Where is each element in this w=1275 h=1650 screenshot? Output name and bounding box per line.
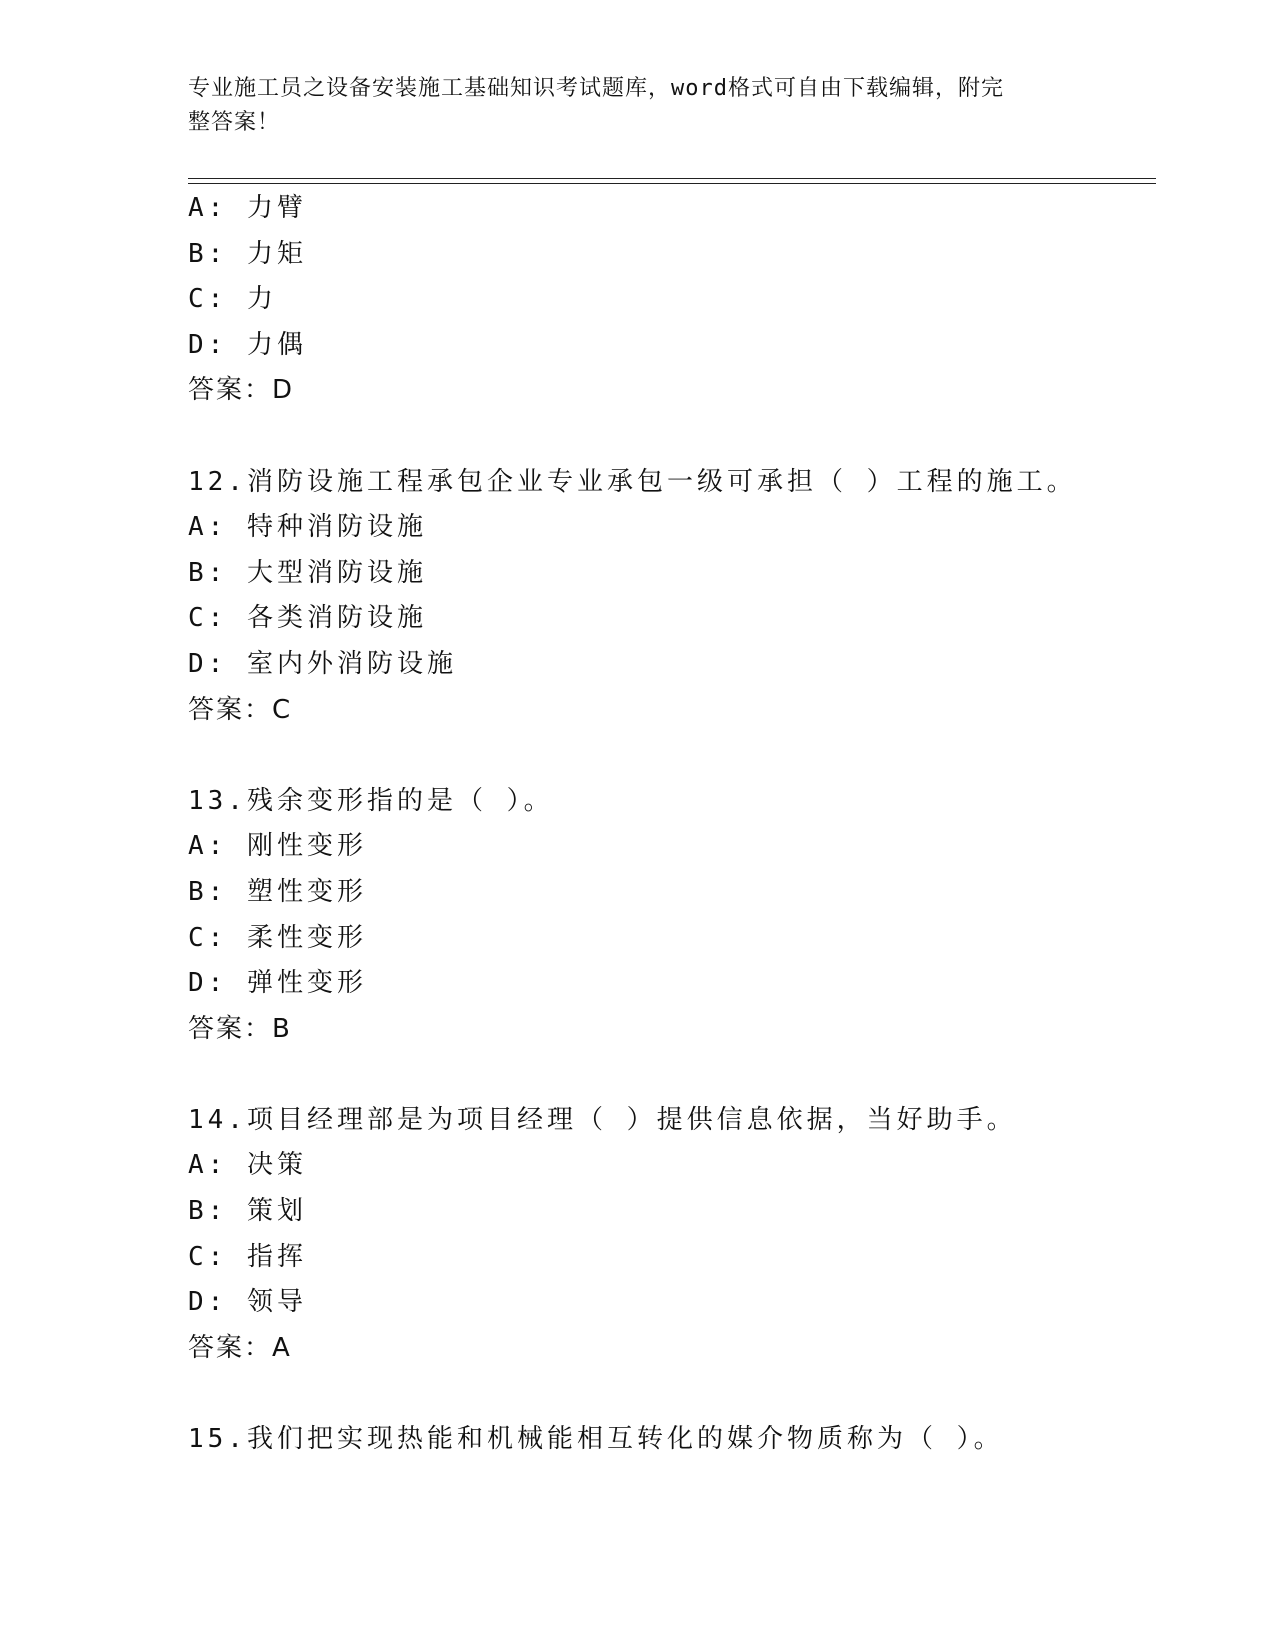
question-12 xyxy=(188,460,1156,734)
header-line-1: 专业施工员之设备安装施工基础知识考试题库，word格式可自由下载编辑，附完 xyxy=(188,76,1004,101)
option-d: D: 弹性变形 xyxy=(188,968,367,999)
question-stem: 12.消防设施工程承包企业专业承包一级可承担（ ）工程的施工。 xyxy=(188,466,1077,497)
document-header xyxy=(188,72,1068,140)
question-11 xyxy=(188,186,1156,414)
header-divider-bottom xyxy=(188,183,1156,184)
option-a: A: 特种消防设施 xyxy=(188,512,427,543)
spacer xyxy=(188,1052,1156,1098)
spacer xyxy=(188,414,1156,460)
option-c: C: 力 xyxy=(188,284,277,315)
answer: 答案：C xyxy=(188,694,293,725)
answer: 答案：A xyxy=(188,1332,292,1363)
option-b: B: 策划 xyxy=(188,1196,307,1227)
option-c: C: 各类消防设施 xyxy=(188,603,427,634)
option-a: A: 决策 xyxy=(188,1150,307,1181)
option-d: D: 领导 xyxy=(188,1287,307,1318)
question-stem: 15.我们把实现热能和机械能相互转化的媒介物质称为（ ）。 xyxy=(188,1424,1004,1455)
spacer xyxy=(188,733,1156,779)
answer: 答案：D xyxy=(188,375,295,406)
question-15 xyxy=(188,1417,1156,1463)
header-line-2: 整答案！ xyxy=(188,110,281,135)
option-c: C: 指挥 xyxy=(188,1241,307,1272)
option-c: C: 柔性变形 xyxy=(188,922,367,953)
option-a: A: 刚性变形 xyxy=(188,831,367,862)
option-d: D: 力偶 xyxy=(188,329,307,360)
question-14 xyxy=(188,1098,1156,1372)
option-b: B: 塑性变形 xyxy=(188,876,367,907)
header-divider-top xyxy=(188,178,1156,179)
question-13 xyxy=(188,779,1156,1053)
answer: 答案：B xyxy=(188,1013,292,1044)
option-a: A: 力臂 xyxy=(188,193,307,223)
question-stem: 14.项目经理部是为项目经理（ ）提供信息依据，当好助手。 xyxy=(188,1104,1017,1135)
question-list xyxy=(188,186,1156,1463)
option-d: D: 室内外消防设施 xyxy=(188,648,457,679)
spacer xyxy=(188,1371,1156,1417)
question-stem: 13.残余变形指的是（ ）。 xyxy=(188,785,554,816)
option-b: B: 大型消防设施 xyxy=(188,557,427,588)
option-b: B: 力矩 xyxy=(188,238,307,269)
